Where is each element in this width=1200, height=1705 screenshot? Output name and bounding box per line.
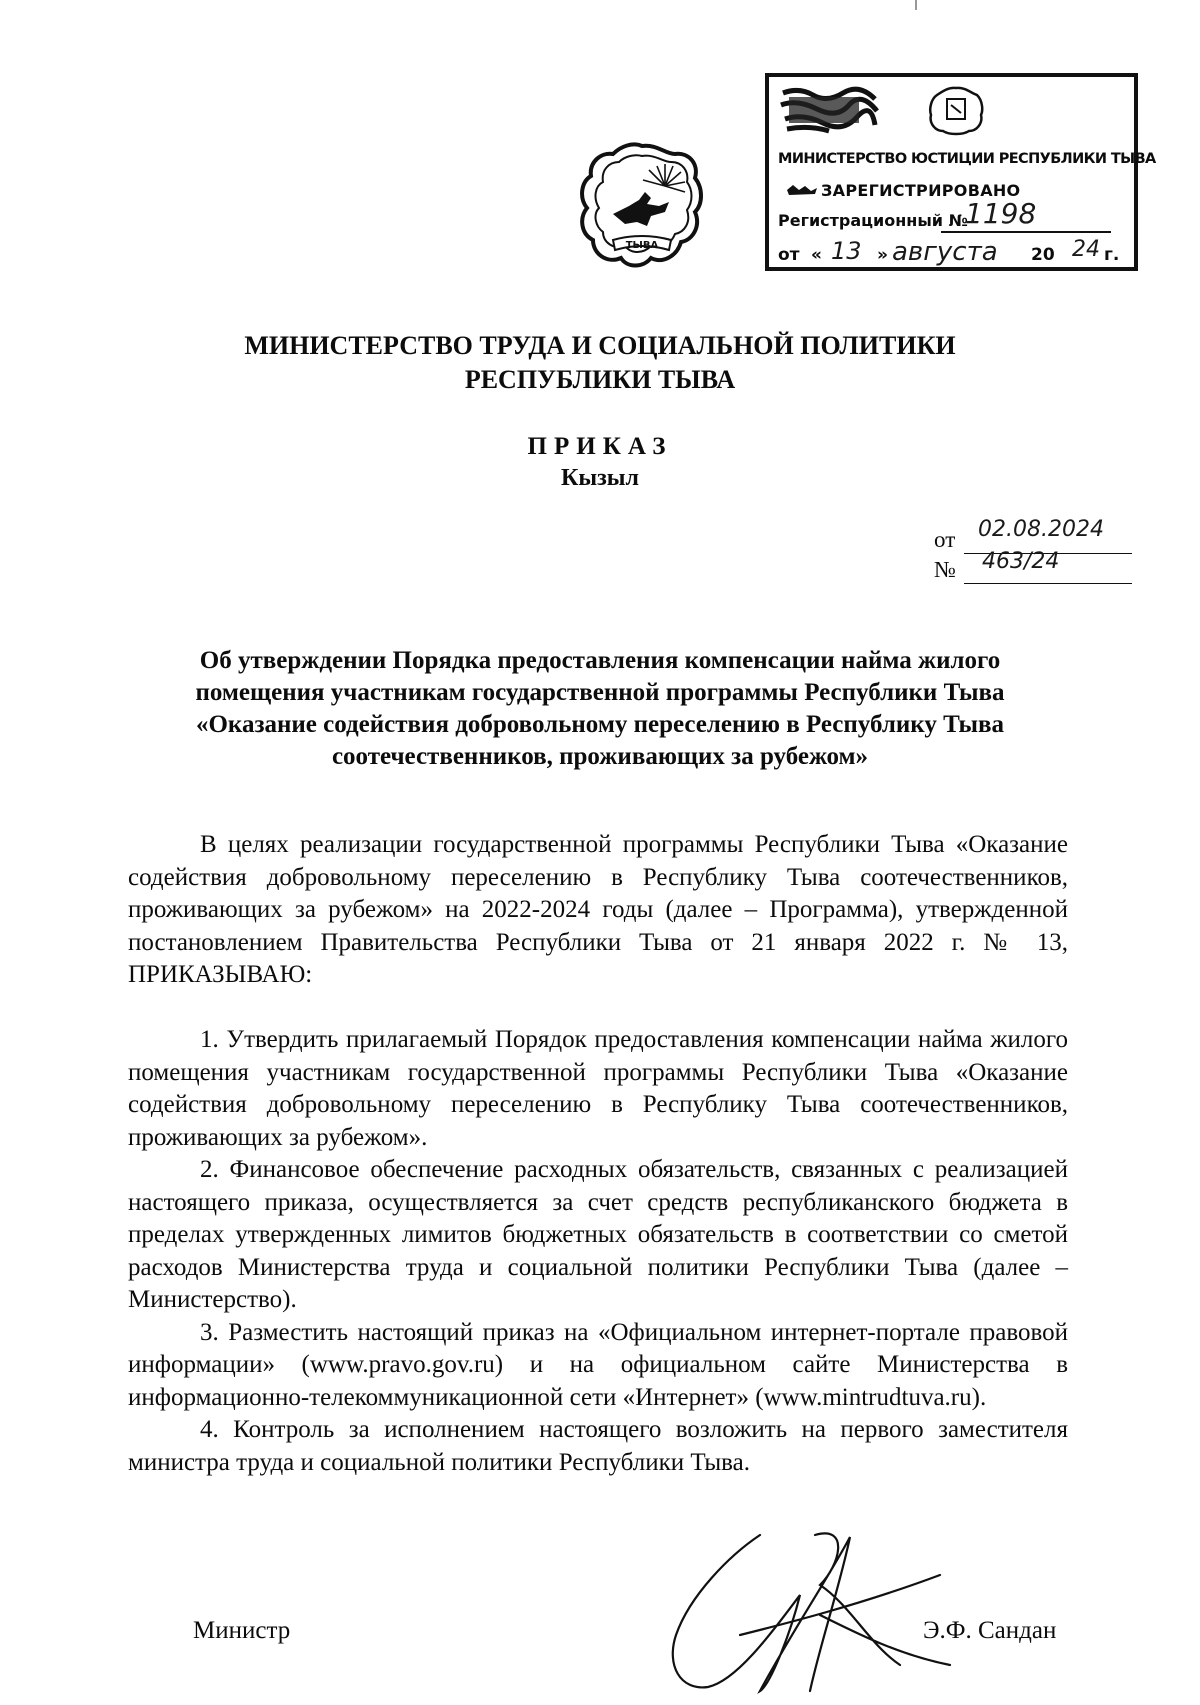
page-edge-mark: [915, 0, 917, 10]
subject-line3: «Оказание содействия добровольному переселению в Республику Тыва: [195, 711, 1005, 738]
document-city: Кызыл: [561, 465, 639, 491]
signatory-name: Э.Ф. Сандан: [923, 1617, 1057, 1644]
handwritten-signature: [640, 1515, 970, 1705]
order-date-row: [934, 517, 1104, 553]
stamp-reg-number: 1198: [965, 197, 1037, 230]
order-item-1: 1. Утвердить прилагаемый Порядок предоставления компенсации найма жилого помещения участникам государственной программы Республики Тыва «Оказание содействия добровольному переселению в Республику Тыва соотечественников, проживающих за рубежом».: [128, 1026, 1068, 1151]
stamp-ministry-name: МИНИСТЕРСТВО ЮСТИЦИИ РЕСПУБЛИКИ ТЫВА: [778, 151, 1156, 167]
signatory-role: Министр: [193, 1617, 291, 1644]
stamp-date-line: [823, 267, 1073, 269]
stamp-date-prefix: от: [778, 245, 800, 265]
subject-line2: помещения участникам государственной программы Республики Тыва: [195, 679, 1005, 706]
document-type: ПРИКАЗ: [527, 433, 673, 460]
stamp-registered-label: ЗАРЕГИСТРИРОВАНО: [821, 181, 1021, 200]
coat-of-arms-emblem: [577, 140, 707, 275]
stamp-mark-icon: [785, 183, 819, 197]
stamp-date-day: 13: [831, 237, 862, 265]
order-number-row: [934, 549, 1060, 583]
ministry-title-line1: МИНИСТЕРСТВО ТРУДА И СОЦИАЛЬНОЙ ПОЛИТИКИ: [244, 331, 956, 360]
registration-stamp: [765, 73, 1156, 271]
order-item-4: 4. Контроль за исполнением настоящего возложить на первого заместителя министра труда и социальной политики Республики Тыва.: [128, 1416, 1068, 1476]
stamp-quote-close: »: [877, 245, 888, 265]
stamp-year-end: г.: [1104, 245, 1120, 265]
stamp-reg-line: [941, 231, 1111, 233]
preamble-paragraph: В целях реализации государственной программы Республики Тыва «Оказание содействия добровольному переселению в Республику Тыва соотечественников, проживающих за рубежом» на 2022-2024 годы (далее – Программа), утвержденной постановлением Правительства Республики Тыва от 21 января 2022 г. № 13, ПРИКАЗЫВАЮ:: [128, 831, 1068, 988]
order-subject: [140, 645, 1060, 773]
order-preamble: [128, 829, 1068, 992]
subject-line1: Об утверждении Порядка предоставления компенсации найма жилого: [199, 647, 1001, 674]
order-item-2: 2. Финансовое обеспечение расходных обязательств, связанных с реализацией настоящего приказа, осуществляется за счет средств республиканского бюджета в пределах утвержденных лимитов бюджетных обязательств в соответствии со сметой расходов Министерства труда и социальной политики Республики Тыва (далее – Министерство).: [128, 1156, 1068, 1313]
stamp-reg-label: Регистрационный №: [778, 211, 968, 230]
order-number-value: 463/24: [982, 549, 1060, 574]
order-date-label: от: [934, 527, 956, 552]
redaction-scribble: [779, 85, 879, 135]
subject-line4: соотечественников, проживающих за рубежом»: [331, 743, 869, 770]
order-number-line: [964, 583, 1132, 584]
order-items: [128, 1024, 1068, 1479]
seal-icon: [927, 85, 985, 137]
stamp-year-prefix: 20: [1031, 245, 1055, 265]
order-date-value: 02.08.2024: [978, 517, 1104, 542]
order-item-3: 3. Разместить настоящий приказ на «Официальном интернет-портале правовой информации» (www.pravo.gov.ru) и на официальном сайте Министерства в информационно-телекоммуникационной сети «Интернет» (www.mintrudtuva.ru).: [128, 1318, 1068, 1411]
svg-text:ТЫВА: ТЫВА: [625, 240, 659, 251]
stamp-date-month: августа: [892, 237, 998, 267]
stamp-quote-open: «: [811, 245, 822, 265]
ministry-title: [0, 329, 1200, 397]
order-number-label: №: [934, 557, 956, 582]
ministry-title-line2: РЕСПУБЛИКИ ТЫВА: [464, 365, 736, 394]
stamp-year-suffix: 24: [1072, 237, 1100, 262]
